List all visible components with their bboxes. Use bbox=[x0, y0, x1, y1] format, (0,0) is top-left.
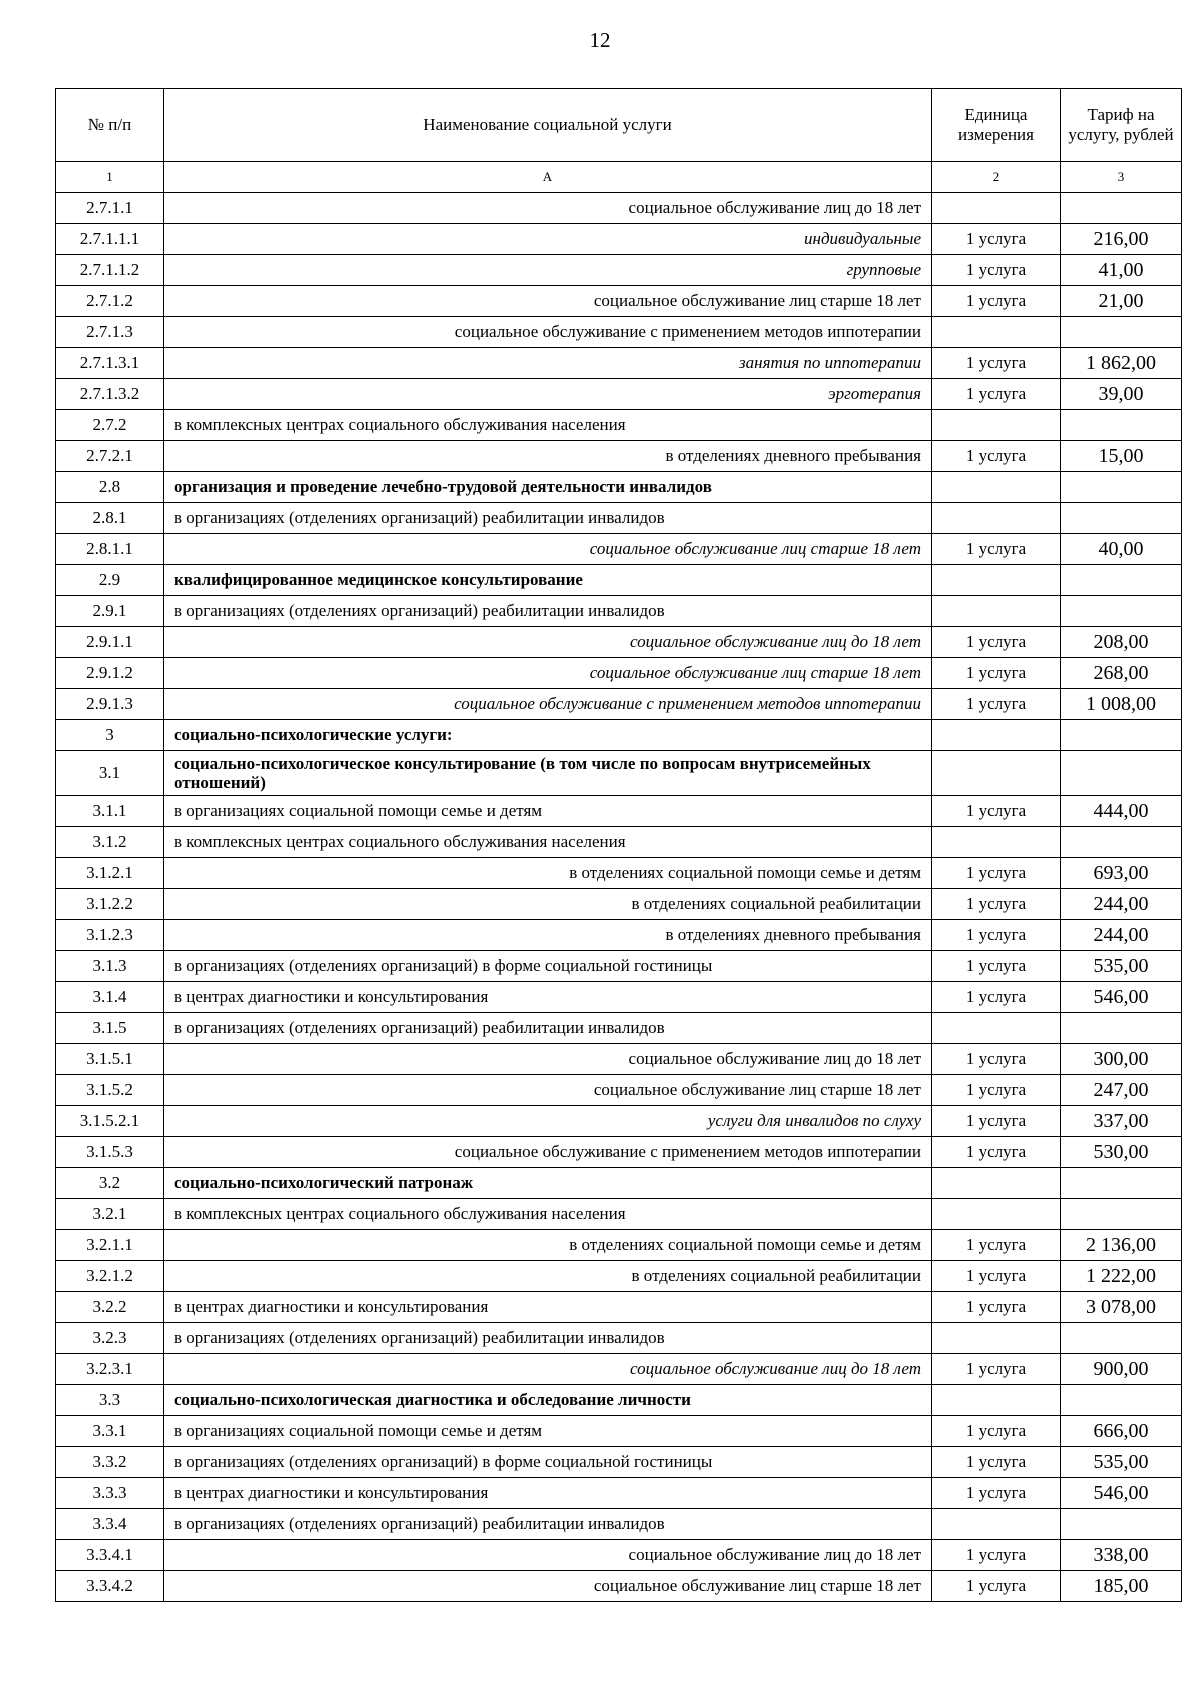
row-number-cell: 3.3.1 bbox=[56, 1416, 164, 1447]
unit-cell bbox=[932, 1385, 1061, 1416]
service-name-cell: эрготерапия bbox=[164, 379, 932, 410]
tariff-cell: 208,00 bbox=[1061, 627, 1182, 658]
unit-cell bbox=[932, 472, 1061, 503]
row-number-cell: 3.3 bbox=[56, 1385, 164, 1416]
unit-cell: 1 услуга bbox=[932, 1447, 1061, 1478]
row-number-cell: 3.2.1.2 bbox=[56, 1261, 164, 1292]
tariff-cell: 244,00 bbox=[1061, 889, 1182, 920]
table-row bbox=[56, 224, 1182, 255]
unit-cell: 1 услуга bbox=[932, 379, 1061, 410]
row-number-cell: 2.9.1.3 bbox=[56, 689, 164, 720]
unit-cell bbox=[932, 827, 1061, 858]
tariff-cell: 337,00 bbox=[1061, 1106, 1182, 1137]
table-row bbox=[56, 751, 1182, 796]
index-price: 3 bbox=[1061, 162, 1182, 193]
table-row bbox=[56, 689, 1182, 720]
table-row bbox=[56, 827, 1182, 858]
table-row bbox=[56, 627, 1182, 658]
table-row bbox=[56, 1106, 1182, 1137]
service-name-cell: квалифицированное медицинское консультирование bbox=[164, 565, 932, 596]
tariff-cell: 338,00 bbox=[1061, 1540, 1182, 1571]
table-row bbox=[56, 920, 1182, 951]
service-name-cell: социальное обслуживание лиц до 18 лет bbox=[164, 1540, 932, 1571]
unit-cell: 1 услуга bbox=[932, 796, 1061, 827]
service-name-cell: в центрах диагностики и консультирования bbox=[164, 1292, 932, 1323]
row-number-cell: 2.7.2 bbox=[56, 410, 164, 441]
service-name-cell: занятия по иппотерапии bbox=[164, 348, 932, 379]
table-row bbox=[56, 796, 1182, 827]
table-row bbox=[56, 1447, 1182, 1478]
table-row bbox=[56, 1013, 1182, 1044]
tariff-cell: 300,00 bbox=[1061, 1044, 1182, 1075]
row-number-cell: 2.7.2.1 bbox=[56, 441, 164, 472]
unit-cell: 1 услуга bbox=[932, 1571, 1061, 1602]
unit-cell: 1 услуга bbox=[932, 348, 1061, 379]
unit-cell: 1 услуга bbox=[932, 982, 1061, 1013]
row-number-cell: 3.1.1 bbox=[56, 796, 164, 827]
service-name-cell: социально-психологический патронаж bbox=[164, 1168, 932, 1199]
unit-cell: 1 услуга bbox=[932, 1292, 1061, 1323]
table-row bbox=[56, 1199, 1182, 1230]
unit-cell bbox=[932, 596, 1061, 627]
tariff-cell: 535,00 bbox=[1061, 951, 1182, 982]
service-name-cell: в организациях (отделениях организаций) реабилитации инвалидов bbox=[164, 596, 932, 627]
table-row bbox=[56, 889, 1182, 920]
index-num: 1 bbox=[56, 162, 164, 193]
table-row bbox=[56, 1385, 1182, 1416]
unit-cell: 1 услуга bbox=[932, 889, 1061, 920]
tariff-cell: 268,00 bbox=[1061, 658, 1182, 689]
row-number-cell: 3.3.4.2 bbox=[56, 1571, 164, 1602]
service-name-cell: в организациях (отделениях организаций) в форме социальной гостиницы bbox=[164, 1447, 932, 1478]
unit-cell: 1 услуга bbox=[932, 1137, 1061, 1168]
service-name-cell: социальное обслуживание лиц старше 18 лет bbox=[164, 286, 932, 317]
tariff-cell bbox=[1061, 1013, 1182, 1044]
row-number-cell: 3.1 bbox=[56, 751, 164, 796]
row-number-cell: 3.1.4 bbox=[56, 982, 164, 1013]
service-name-cell: социально-психологические услуги: bbox=[164, 720, 932, 751]
service-name-cell: в организациях (отделениях организаций) реабилитации инвалидов bbox=[164, 1509, 932, 1540]
table-row bbox=[56, 1075, 1182, 1106]
unit-cell: 1 услуга bbox=[932, 627, 1061, 658]
service-name-cell: в организациях (отделениях организаций) реабилитации инвалидов bbox=[164, 1013, 932, 1044]
header-price: Тариф на услугу, рублей bbox=[1061, 89, 1182, 162]
row-number-cell: 2.7.1.3.2 bbox=[56, 379, 164, 410]
unit-cell: 1 услуга bbox=[932, 1478, 1061, 1509]
tariff-cell: 2 136,00 bbox=[1061, 1230, 1182, 1261]
service-name-cell: социальное обслуживание лиц старше 18 лет bbox=[164, 1075, 932, 1106]
service-name-cell: в отделениях социальной реабилитации bbox=[164, 1261, 932, 1292]
unit-cell: 1 услуга bbox=[932, 224, 1061, 255]
tariff-cell bbox=[1061, 596, 1182, 627]
tariff-cell: 3 078,00 bbox=[1061, 1292, 1182, 1323]
header-unit: Единица измерения bbox=[932, 89, 1061, 162]
tariff-cell: 39,00 bbox=[1061, 379, 1182, 410]
row-number-cell: 3.1.5.2.1 bbox=[56, 1106, 164, 1137]
tariff-cell bbox=[1061, 1199, 1182, 1230]
tariff-cell: 1 222,00 bbox=[1061, 1261, 1182, 1292]
row-number-cell: 2.7.1.3.1 bbox=[56, 348, 164, 379]
row-number-cell: 3.2.1 bbox=[56, 1199, 164, 1230]
table-row bbox=[56, 596, 1182, 627]
service-name-cell: социальное обслуживание лиц старше 18 лет bbox=[164, 534, 932, 565]
service-name-cell: социальное обслуживание с применением методов иппотерапии bbox=[164, 317, 932, 348]
unit-cell: 1 услуга bbox=[932, 1230, 1061, 1261]
tariff-cell bbox=[1061, 565, 1182, 596]
service-name-cell: социально-психологическое консультирование (в том числе по вопросам внутрисемейных отношений) bbox=[164, 751, 932, 796]
table-row bbox=[56, 193, 1182, 224]
tariff-cell: 535,00 bbox=[1061, 1447, 1182, 1478]
service-name-cell: в организациях (отделениях организаций) в форме социальной гостиницы bbox=[164, 951, 932, 982]
service-name-cell: социальное обслуживание лиц старше 18 лет bbox=[164, 1571, 932, 1602]
row-number-cell: 2.8 bbox=[56, 472, 164, 503]
unit-cell: 1 услуга bbox=[932, 951, 1061, 982]
tariff-cell bbox=[1061, 410, 1182, 441]
table-row bbox=[56, 1416, 1182, 1447]
service-name-cell: социальное обслуживание с применением методов иппотерапии bbox=[164, 689, 932, 720]
tariff-cell: 40,00 bbox=[1061, 534, 1182, 565]
service-name-cell: в отделениях социальной помощи семье и детям bbox=[164, 1230, 932, 1261]
tariff-cell bbox=[1061, 503, 1182, 534]
tariff-cell: 21,00 bbox=[1061, 286, 1182, 317]
tariff-cell: 546,00 bbox=[1061, 982, 1182, 1013]
unit-cell bbox=[932, 1323, 1061, 1354]
tariff-cell bbox=[1061, 751, 1182, 796]
row-number-cell: 3.1.2.2 bbox=[56, 889, 164, 920]
table-row bbox=[56, 720, 1182, 751]
table-header-row bbox=[56, 89, 1182, 162]
table-row bbox=[56, 1230, 1182, 1261]
tariff-cell bbox=[1061, 317, 1182, 348]
service-name-cell: социальное обслуживание лиц до 18 лет bbox=[164, 1354, 932, 1385]
table-row bbox=[56, 951, 1182, 982]
tariff-cell: 530,00 bbox=[1061, 1137, 1182, 1168]
unit-cell bbox=[932, 751, 1061, 796]
row-number-cell: 3.1.5.2 bbox=[56, 1075, 164, 1106]
unit-cell bbox=[932, 503, 1061, 534]
row-number-cell: 3.1.5.1 bbox=[56, 1044, 164, 1075]
service-name-cell: социальное обслуживание лиц до 18 лет bbox=[164, 1044, 932, 1075]
unit-cell bbox=[932, 1199, 1061, 1230]
service-name-cell: услуги для инвалидов по слуху bbox=[164, 1106, 932, 1137]
table-row bbox=[56, 1509, 1182, 1540]
service-name-cell: социальное обслуживание с применением методов иппотерапии bbox=[164, 1137, 932, 1168]
unit-cell: 1 услуга bbox=[932, 689, 1061, 720]
column-index-row bbox=[56, 162, 1182, 193]
service-name-cell: социально-психологическая диагностика и обследование личности bbox=[164, 1385, 932, 1416]
service-name-cell: в организациях (отделениях организаций) реабилитации инвалидов bbox=[164, 1323, 932, 1354]
unit-cell: 1 услуга bbox=[932, 920, 1061, 951]
table-row bbox=[56, 1571, 1182, 1602]
service-name-cell: в организациях социальной помощи семье и детям bbox=[164, 1416, 932, 1447]
table-row bbox=[56, 1261, 1182, 1292]
row-number-cell: 2.7.1.3 bbox=[56, 317, 164, 348]
tariff-cell bbox=[1061, 1509, 1182, 1540]
row-number-cell: 2.7.1.1.2 bbox=[56, 255, 164, 286]
unit-cell bbox=[932, 565, 1061, 596]
unit-cell bbox=[932, 317, 1061, 348]
table-row bbox=[56, 348, 1182, 379]
service-name-cell: в отделениях дневного пребывания bbox=[164, 441, 932, 472]
row-number-cell: 2.8.1.1 bbox=[56, 534, 164, 565]
unit-cell: 1 услуга bbox=[932, 534, 1061, 565]
row-number-cell: 3.1.5 bbox=[56, 1013, 164, 1044]
index-name: А bbox=[164, 162, 932, 193]
tariff-cell: 244,00 bbox=[1061, 920, 1182, 951]
unit-cell bbox=[932, 720, 1061, 751]
table-row bbox=[56, 982, 1182, 1013]
table-row bbox=[56, 534, 1182, 565]
tariff-cell: 900,00 bbox=[1061, 1354, 1182, 1385]
service-name-cell: в отделениях социальной помощи семье и детям bbox=[164, 858, 932, 889]
unit-cell: 1 услуга bbox=[932, 658, 1061, 689]
tariff-cell: 666,00 bbox=[1061, 1416, 1182, 1447]
tariff-cell: 216,00 bbox=[1061, 224, 1182, 255]
service-name-cell: организация и проведение лечебно-трудовой деятельности инвалидов bbox=[164, 472, 932, 503]
page-number: 12 bbox=[589, 28, 611, 52]
unit-cell: 1 услуга bbox=[932, 1261, 1061, 1292]
tariff-cell: 693,00 bbox=[1061, 858, 1182, 889]
tariff-cell bbox=[1061, 1323, 1182, 1354]
row-number-cell: 3.2.3 bbox=[56, 1323, 164, 1354]
tariff-cell: 444,00 bbox=[1061, 796, 1182, 827]
table-row bbox=[56, 441, 1182, 472]
row-number-cell: 3 bbox=[56, 720, 164, 751]
unit-cell: 1 услуга bbox=[932, 1416, 1061, 1447]
unit-cell: 1 услуга bbox=[932, 1075, 1061, 1106]
service-name-cell: социальное обслуживание лиц старше 18 лет bbox=[164, 658, 932, 689]
tariff-cell: 41,00 bbox=[1061, 255, 1182, 286]
service-name-cell: в отделениях дневного пребывания bbox=[164, 920, 932, 951]
row-number-cell: 2.7.1.1.1 bbox=[56, 224, 164, 255]
unit-cell bbox=[932, 1168, 1061, 1199]
unit-cell: 1 услуга bbox=[932, 255, 1061, 286]
table-row bbox=[56, 503, 1182, 534]
row-number-cell: 2.7.1.1 bbox=[56, 193, 164, 224]
unit-cell: 1 услуга bbox=[932, 286, 1061, 317]
row-number-cell: 2.8.1 bbox=[56, 503, 164, 534]
row-number-cell: 2.9.1.1 bbox=[56, 627, 164, 658]
tariff-cell bbox=[1061, 193, 1182, 224]
row-number-cell: 3.1.2.1 bbox=[56, 858, 164, 889]
table-row bbox=[56, 1540, 1182, 1571]
tariff-cell bbox=[1061, 720, 1182, 751]
service-name-cell: групповые bbox=[164, 255, 932, 286]
tariff-cell bbox=[1061, 472, 1182, 503]
table-row bbox=[56, 1044, 1182, 1075]
tariff-cell: 247,00 bbox=[1061, 1075, 1182, 1106]
row-number-cell: 3.2 bbox=[56, 1168, 164, 1199]
tariff-cell bbox=[1061, 1385, 1182, 1416]
row-number-cell: 3.1.3 bbox=[56, 951, 164, 982]
service-name-cell: индивидуальные bbox=[164, 224, 932, 255]
table-row bbox=[56, 379, 1182, 410]
table-row bbox=[56, 1354, 1182, 1385]
index-unit: 2 bbox=[932, 162, 1061, 193]
tariff-cell: 185,00 bbox=[1061, 1571, 1182, 1602]
unit-cell: 1 услуга bbox=[932, 858, 1061, 889]
table-row bbox=[56, 410, 1182, 441]
service-name-cell: в организациях социальной помощи семье и детям bbox=[164, 796, 932, 827]
table-row bbox=[56, 1137, 1182, 1168]
row-number-cell: 3.2.3.1 bbox=[56, 1354, 164, 1385]
table-row bbox=[56, 317, 1182, 348]
unit-cell bbox=[932, 1013, 1061, 1044]
unit-cell bbox=[932, 410, 1061, 441]
tariff-cell: 15,00 bbox=[1061, 441, 1182, 472]
row-number-cell: 2.7.1.2 bbox=[56, 286, 164, 317]
service-name-cell: в комплексных центрах социального обслуживания населения bbox=[164, 827, 932, 858]
service-name-cell: в центрах диагностики и консультирования bbox=[164, 982, 932, 1013]
row-number-cell: 3.1.5.3 bbox=[56, 1137, 164, 1168]
service-name-cell: социальное обслуживание лиц до 18 лет bbox=[164, 193, 932, 224]
row-number-cell: 3.1.2.3 bbox=[56, 920, 164, 951]
unit-cell: 1 услуга bbox=[932, 1044, 1061, 1075]
service-name-cell: в организациях (отделениях организаций) реабилитации инвалидов bbox=[164, 503, 932, 534]
unit-cell: 1 услуга bbox=[932, 1354, 1061, 1385]
unit-cell bbox=[932, 193, 1061, 224]
unit-cell bbox=[932, 1509, 1061, 1540]
tariff-cell bbox=[1061, 827, 1182, 858]
row-number-cell: 2.9.1.2 bbox=[56, 658, 164, 689]
table-row bbox=[56, 1323, 1182, 1354]
row-number-cell: 3.3.4 bbox=[56, 1509, 164, 1540]
service-name-cell: в комплексных центрах социального обслуживания населения bbox=[164, 410, 932, 441]
tariff-table bbox=[55, 88, 1182, 1602]
row-number-cell: 3.3.2 bbox=[56, 1447, 164, 1478]
header-name: Наименование социальной услуги bbox=[164, 89, 932, 162]
table-body bbox=[56, 89, 1182, 1602]
header-num: № п/п bbox=[56, 89, 164, 162]
row-number-cell: 3.2.1.1 bbox=[56, 1230, 164, 1261]
table-row bbox=[56, 858, 1182, 889]
table-row bbox=[56, 1478, 1182, 1509]
tariff-cell bbox=[1061, 1168, 1182, 1199]
table-row bbox=[56, 286, 1182, 317]
row-number-cell: 2.9 bbox=[56, 565, 164, 596]
row-number-cell: 3.3.3 bbox=[56, 1478, 164, 1509]
row-number-cell: 3.3.4.1 bbox=[56, 1540, 164, 1571]
tariff-cell: 546,00 bbox=[1061, 1478, 1182, 1509]
table-row bbox=[56, 472, 1182, 503]
table-row bbox=[56, 1292, 1182, 1323]
row-number-cell: 2.9.1 bbox=[56, 596, 164, 627]
service-name-cell: в центрах диагностики и консультирования bbox=[164, 1478, 932, 1509]
service-name-cell: в отделениях социальной реабилитации bbox=[164, 889, 932, 920]
tariff-cell: 1 862,00 bbox=[1061, 348, 1182, 379]
service-name-cell: в комплексных центрах социального обслуживания населения bbox=[164, 1199, 932, 1230]
table-row bbox=[56, 1168, 1182, 1199]
table-row bbox=[56, 658, 1182, 689]
tariff-cell: 1 008,00 bbox=[1061, 689, 1182, 720]
service-name-cell: социальное обслуживание лиц до 18 лет bbox=[164, 627, 932, 658]
unit-cell: 1 услуга bbox=[932, 1106, 1061, 1137]
unit-cell: 1 услуга bbox=[932, 441, 1061, 472]
table-row bbox=[56, 565, 1182, 596]
table-row bbox=[56, 255, 1182, 286]
unit-cell: 1 услуга bbox=[932, 1540, 1061, 1571]
row-number-cell: 3.1.2 bbox=[56, 827, 164, 858]
row-number-cell: 3.2.2 bbox=[56, 1292, 164, 1323]
